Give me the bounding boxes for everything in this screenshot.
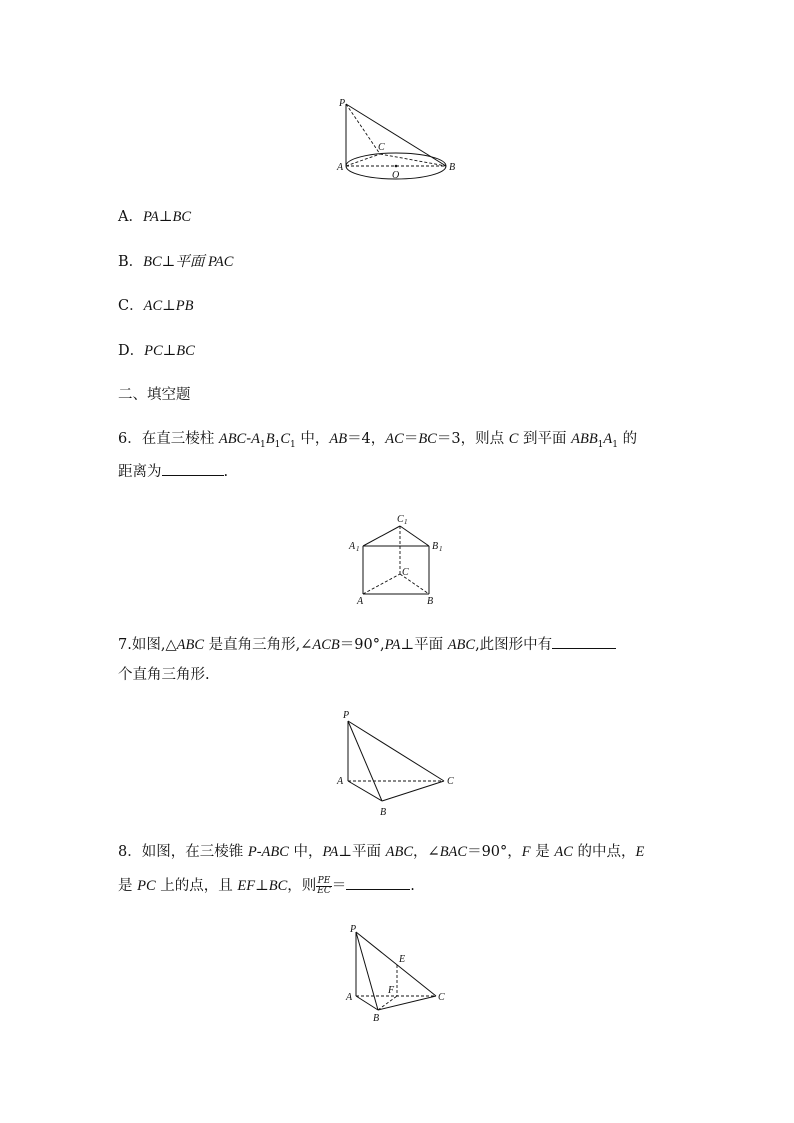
q7-text: ,此图形中有 [475,637,553,653]
q8-e: E [635,844,645,860]
q6-sub: 1 [274,439,281,450]
option-a-text: PA⊥BC [142,209,191,225]
q8-bc: BC [268,878,288,894]
q6-plane-a: A [603,431,613,447]
q7-abc: ABC [447,637,476,653]
q8-number: 8． [118,844,142,860]
figure-prism [345,510,455,608]
q6-bc: BC [418,431,437,447]
q6-text: ＝3，则点 [436,431,509,447]
q8-fraction-numerator: PE [317,875,331,886]
label-b: B [449,162,456,173]
q8-pc: PC [137,878,156,894]
question-6-line-1 [118,429,637,455]
question-6-line-2 [118,461,228,482]
label-p: P [343,710,350,721]
question-7-line-2 [118,665,210,685]
q6-text: 的 [618,431,638,447]
q6-text: 中， [295,431,330,447]
question-7-line-1 [118,634,616,655]
q6-sub: 1 [260,439,266,450]
label-a: A [357,596,364,607]
q6-dash: - [246,431,252,447]
option-b [118,252,233,272]
q6-sub: 1 [612,439,618,450]
q8-pa: PA [322,844,339,860]
q8-pabc: P-ABC [247,844,289,860]
label-c: C [447,776,454,787]
label-c1-sub: 1 [404,518,408,526]
q6-plane-ab: AB [571,431,589,447]
q6-text: 距离为 [118,464,162,480]
q7-text: 是直角三角形,∠ [204,637,313,653]
section-heading: 二、填空题 [118,387,191,403]
q7-abc: ABC [176,637,204,653]
q6-text: 在直三棱柱 [141,431,219,447]
q8-f: F [521,844,531,860]
q8-text: ＝ [331,878,347,894]
option-c-text: AC⊥PB [143,298,194,314]
q8-ac: AC [554,844,573,860]
q8-ef: EF [237,878,256,894]
figure-tetrahedron-2 [340,920,455,1030]
q6-ac: AC [385,431,404,447]
q8-fraction [316,877,331,896]
option-a-letter: A． [118,209,143,225]
label-a1: A [349,541,356,552]
label-c: C [438,992,445,1003]
q8-text: 如图，在三棱锥 [141,844,248,860]
option-b-letter: B． [118,254,144,270]
q6-text: 到平面 [518,431,572,447]
label-c: C [378,142,385,153]
option-d-text: PC⊥BC [144,343,195,359]
q8-text: 是 [118,878,138,894]
label-b: B [373,1013,380,1024]
figure-cone-pyramid [330,90,470,185]
q6-text: ＝4， [347,431,386,447]
option-a [118,207,191,227]
label-b1: B [432,541,439,552]
q7-text: ⊥平面 [400,637,448,653]
label-a: A [337,162,344,173]
q7-acb: ACB [312,637,340,653]
label-c1: C [397,514,404,525]
label-p: P [350,924,357,935]
label-o: O [392,170,400,181]
question-8-line-1 [118,842,644,862]
q8-text: 是 [530,844,555,860]
q6-prism: ABC [218,431,247,447]
q8-text: 中， [288,844,323,860]
q6-sub: 1 [290,439,296,450]
q8-text: 的中点， [572,844,636,860]
q7-answer-blank[interactable] [552,634,616,649]
label-e: E [399,954,406,965]
q8-text: ＝90°， [467,844,522,860]
q7-text: ＝90°, [339,637,385,653]
q7-text: 个直角三角形. [118,667,210,683]
q8-text: ⊥平面 [338,844,386,860]
q6-number: 6． [118,431,142,447]
q6-a1: A [251,431,260,447]
q7-number: 7. [118,637,132,653]
q8-text: ，∠ [413,844,440,860]
q6-answer-blank[interactable] [162,461,224,476]
option-c [118,296,194,316]
q8-abc: ABC [385,844,414,860]
q6-ab: AB [329,431,348,447]
label-a1-sub: 1 [356,545,360,553]
q6-b1: B [265,431,275,447]
option-c-letter: C． [118,298,144,314]
q8-text: 上的点，且 [155,878,238,894]
label-b1-sub: 1 [439,545,443,553]
q8-fraction-denominator: EC [317,885,331,896]
q8-answer-blank[interactable] [346,875,410,890]
label-a: A [337,776,344,787]
q6-plane-b: B [588,431,598,447]
option-b-text: BC⊥平面 PAC [143,254,234,270]
option-d-letter: D． [118,343,145,359]
q7-text: 如图,△ [131,637,177,653]
q8-text: ⊥ [255,878,269,894]
label-p: P [339,98,346,109]
question-8-line-2 [118,875,415,896]
q6-text: ＝ [403,431,419,447]
q6-point-c: C [508,431,519,447]
q8-text: ，则 [287,878,317,894]
label-a: A [346,992,353,1003]
q7-pa: PA [384,637,401,653]
figure-tetrahedron-1 [330,705,465,820]
q8-text: . [410,878,415,894]
label-f: F [388,985,395,996]
q6-c1: C [280,431,290,447]
q8-bac: BAC [439,844,468,860]
label-b: B [427,596,434,607]
q6-text: . [223,464,229,480]
label-c: C [402,567,409,578]
label-b: B [380,807,387,818]
q6-sub: 1 [597,439,604,450]
option-d [118,341,195,361]
